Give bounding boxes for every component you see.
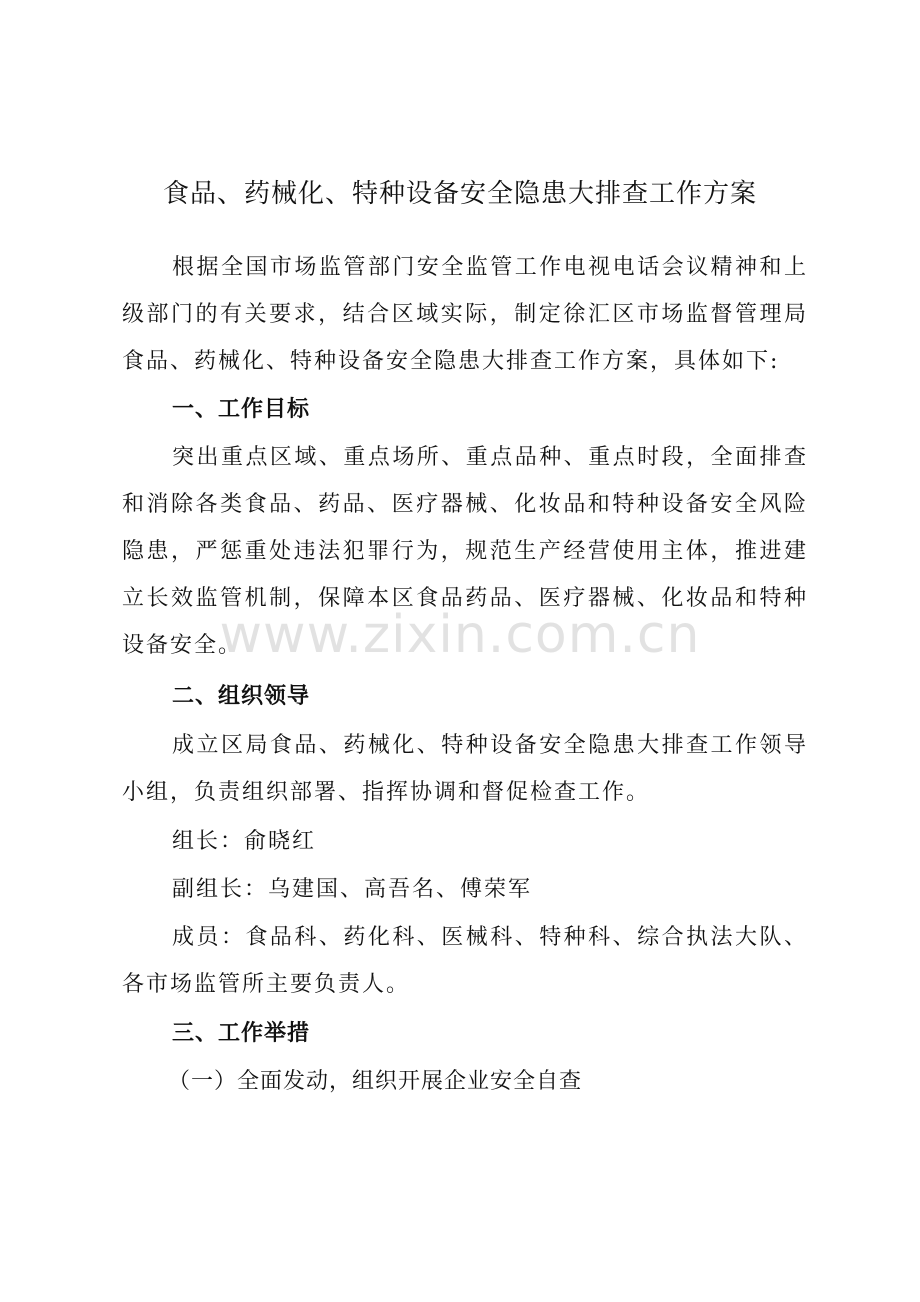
group-leader-line: 组长：俞晓红: [172, 829, 317, 854]
deputy-leader-line: 副组长：乌建国、高吾名、傅荣军: [172, 877, 533, 902]
members-paragraph: 成员：食品科、药化科、医械科、特种科、综合执法大队、各市场监管所主要负责人。: [122, 925, 808, 997]
document-title: 食品、药械化、特种设备安全隐患大排查工作方案: [162, 179, 757, 209]
intro-paragraph: 根据全国市场监管部门安全监管工作电视电话会议精神和上级部门的有关要求，结合区域实际，制定徐汇区市场监督管理局食品、药械化、特种设备安全隐患大排查工作方案，具体如下:: [122, 255, 808, 374]
subsection-heading-self-inspection: （一）全面发动，组织开展企业安全自查: [168, 1069, 583, 1094]
watermark: www.zixin.com.cn: [219, 605, 701, 665]
organization-paragraph: 成立区局食品、药械化、特种设备安全隐患大排查工作领导小组，负责组织部署、指挥协调和督促检查工作。: [122, 733, 808, 805]
section-heading-goals: 一、工作目标: [172, 397, 311, 422]
section-heading-organization: 二、组织领导: [172, 684, 311, 709]
goals-paragraph: 突出重点区域、重点场所、重点品种、重点时段，全面排查和消除各类食品、药品、医疗器械、化妆品和特种设备安全风险隐患，严惩重处违法犯罪行为，规范生产经营使用主体，推进建立长效监管机制，保障本区食品药品、医疗器械、化妆品和特种设备安全。: [122, 445, 808, 658]
section-heading-measures: 三、工作举措: [172, 1021, 311, 1046]
